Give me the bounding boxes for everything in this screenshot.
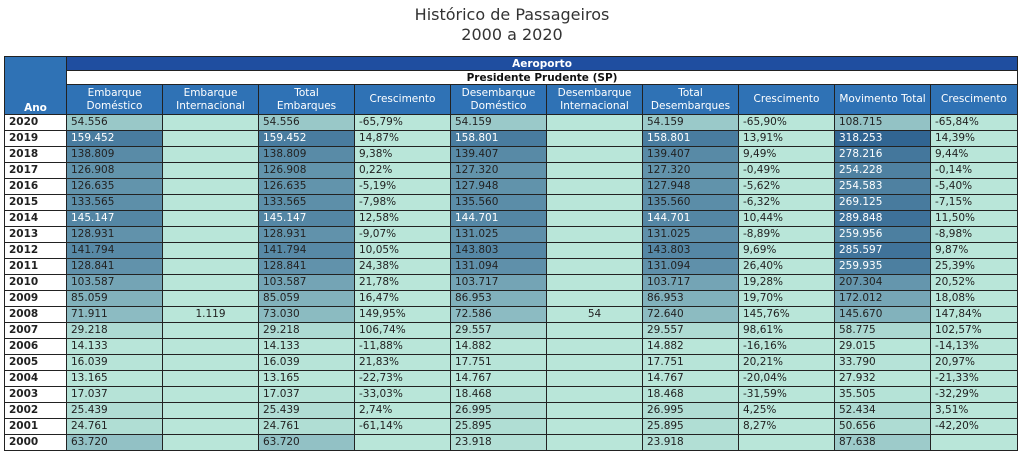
year-cell: 2002 — [5, 403, 67, 419]
year-cell: 2010 — [5, 275, 67, 291]
table-cell: 278.216 — [835, 147, 931, 163]
year-cell: 2019 — [5, 131, 67, 147]
year-cell: 2014 — [5, 211, 67, 227]
table-cell — [355, 435, 451, 451]
table-cell: -7,98% — [355, 195, 451, 211]
year-cell: 2013 — [5, 227, 67, 243]
table-cell: -22,73% — [355, 371, 451, 387]
table-cell — [163, 259, 259, 275]
table-row — [5, 163, 1018, 179]
table-cell: 20,21% — [739, 355, 835, 371]
table-cell: -32,29% — [931, 387, 1018, 403]
year-cell: 2005 — [5, 355, 67, 371]
table-cell: 141.794 — [259, 243, 355, 259]
table-cell: 18,08% — [931, 291, 1018, 307]
year-cell: 2006 — [5, 339, 67, 355]
table-cell: -5,40% — [931, 179, 1018, 195]
year-cell: 2011 — [5, 259, 67, 275]
year-cell: 2009 — [5, 291, 67, 307]
table-cell: 3,51% — [931, 403, 1018, 419]
table-cell — [931, 435, 1018, 451]
chart-title: Histórico de Passageiros — [414, 5, 610, 24]
table-cell: 133.565 — [259, 195, 355, 211]
table-cell: 63.720 — [259, 435, 355, 451]
table-cell: 158.801 — [643, 131, 739, 147]
table-cell: 63.720 — [67, 435, 163, 451]
table-cell — [547, 339, 643, 355]
table-cell: 98,61% — [739, 323, 835, 339]
table-cell: 126.908 — [67, 163, 163, 179]
column-header: Total Embarques — [259, 85, 355, 115]
table-cell: 131.025 — [451, 227, 547, 243]
table-cell: 207.304 — [835, 275, 931, 291]
table-cell: 131.094 — [451, 259, 547, 275]
table-cell: 102,57% — [931, 323, 1018, 339]
year-cell: 2018 — [5, 147, 67, 163]
table-cell — [547, 131, 643, 147]
table-row — [5, 131, 1018, 147]
table-row — [5, 259, 1018, 275]
table-cell: 145.147 — [259, 211, 355, 227]
table-row — [5, 339, 1018, 355]
table-cell: 86.953 — [451, 291, 547, 307]
table-cell: -14,13% — [931, 339, 1018, 355]
table-cell: 29.557 — [643, 323, 739, 339]
table-cell: 10,05% — [355, 243, 451, 259]
column-header: Crescimento — [355, 85, 451, 115]
column-header: Embarque Doméstico — [67, 85, 163, 115]
table-row — [5, 419, 1018, 435]
table-cell: -6,32% — [739, 195, 835, 211]
table-cell: 58.775 — [835, 323, 931, 339]
table-cell: 108.715 — [835, 115, 931, 131]
table-cell: 103.717 — [643, 275, 739, 291]
table-cell: 8,27% — [739, 419, 835, 435]
table-cell: 128.931 — [259, 227, 355, 243]
table-cell — [163, 115, 259, 131]
table-cell: 14.133 — [67, 339, 163, 355]
table-cell: -65,79% — [355, 115, 451, 131]
table-cell: 33.790 — [835, 355, 931, 371]
table-cell: 26.995 — [451, 403, 547, 419]
table-cell — [547, 259, 643, 275]
year-cell: 2001 — [5, 419, 67, 435]
table-cell — [163, 323, 259, 339]
table-cell: 13.165 — [259, 371, 355, 387]
table-cell — [163, 275, 259, 291]
table-cell — [163, 419, 259, 435]
table-cell — [163, 291, 259, 307]
table-cell: 9,69% — [739, 243, 835, 259]
table-cell: 259.935 — [835, 259, 931, 275]
column-header: Total Desembarques — [643, 85, 739, 115]
table-cell: -8,89% — [739, 227, 835, 243]
table-cell: 17.751 — [451, 355, 547, 371]
table-cell: 133.565 — [67, 195, 163, 211]
table-cell: 18.468 — [451, 387, 547, 403]
table-cell — [163, 211, 259, 227]
year-cell: 2020 — [5, 115, 67, 131]
table-cell: 25.895 — [451, 419, 547, 435]
table-cell — [163, 355, 259, 371]
table-row — [5, 387, 1018, 403]
table-cell: 85.059 — [259, 291, 355, 307]
table-cell: 128.931 — [67, 227, 163, 243]
table-cell — [547, 355, 643, 371]
table-cell: 145,76% — [739, 307, 835, 323]
table-cell: 19,28% — [739, 275, 835, 291]
table-cell: 17.751 — [643, 355, 739, 371]
table-cell: 19,70% — [739, 291, 835, 307]
table-cell: 54.159 — [451, 115, 547, 131]
table-cell — [163, 131, 259, 147]
table-cell: 50.656 — [835, 419, 931, 435]
table-cell: 9,49% — [739, 147, 835, 163]
table-cell: 1.119 — [163, 307, 259, 323]
table-cell: 12,58% — [355, 211, 451, 227]
table-cell: 285.597 — [835, 243, 931, 259]
table-cell: 159.452 — [259, 131, 355, 147]
table-cell: 21,78% — [355, 275, 451, 291]
table-cell: 14.882 — [643, 339, 739, 355]
table-cell: 106,74% — [355, 323, 451, 339]
table-cell: -11,88% — [355, 339, 451, 355]
table-cell: 14.133 — [259, 339, 355, 355]
table-cell — [547, 323, 643, 339]
column-header: Crescimento — [931, 85, 1018, 115]
table-cell: 145.670 — [835, 307, 931, 323]
table-cell: -42,20% — [931, 419, 1018, 435]
table-cell: 141.794 — [67, 243, 163, 259]
table-cell: 9,87% — [931, 243, 1018, 259]
table-cell: -31,59% — [739, 387, 835, 403]
table-cell: -8,98% — [931, 227, 1018, 243]
table-cell: -0,14% — [931, 163, 1018, 179]
table-row — [5, 227, 1018, 243]
table-cell: 26,40% — [739, 259, 835, 275]
table-cell: 13,91% — [739, 131, 835, 147]
column-header: Movimento Total — [835, 85, 931, 115]
table-cell: 14,39% — [931, 131, 1018, 147]
table-cell: -65,90% — [739, 115, 835, 131]
table-cell: 16,47% — [355, 291, 451, 307]
airport-header: Presidente Prudente (SP) — [67, 71, 1018, 85]
table-cell — [163, 163, 259, 179]
table-cell: 10,44% — [739, 211, 835, 227]
year-cell: 2012 — [5, 243, 67, 259]
table-cell — [547, 227, 643, 243]
table-cell: -0,49% — [739, 163, 835, 179]
table-cell: 143.803 — [451, 243, 547, 259]
table-cell: 2,74% — [355, 403, 451, 419]
table-cell: 23.918 — [451, 435, 547, 451]
table-cell: 52.434 — [835, 403, 931, 419]
table-cell: 16.039 — [67, 355, 163, 371]
table-cell: 131.094 — [643, 259, 739, 275]
table-cell: 0,22% — [355, 163, 451, 179]
table-cell — [547, 195, 643, 211]
table-cell: 27.932 — [835, 371, 931, 387]
table-cell: 24,38% — [355, 259, 451, 275]
table-cell — [547, 419, 643, 435]
table-cell — [163, 387, 259, 403]
table-cell: 14.767 — [643, 371, 739, 387]
table-cell — [163, 179, 259, 195]
table-cell — [547, 371, 643, 387]
table-cell — [547, 147, 643, 163]
table-cell: -33,03% — [355, 387, 451, 403]
table-cell: 103.717 — [451, 275, 547, 291]
table-cell — [163, 227, 259, 243]
table-row — [5, 195, 1018, 211]
table-cell: 71.911 — [67, 307, 163, 323]
table-cell: 87.638 — [835, 435, 931, 451]
table-cell: 126.908 — [259, 163, 355, 179]
year-cell: 2000 — [5, 435, 67, 451]
column-header: Desembarque Doméstico — [451, 85, 547, 115]
table-cell — [163, 371, 259, 387]
table-cell: 14,87% — [355, 131, 451, 147]
column-header: Desembarque Internacional — [547, 85, 643, 115]
passenger-table — [4, 56, 1018, 451]
table-cell: 4,25% — [739, 403, 835, 419]
table-cell: 73.030 — [259, 307, 355, 323]
table-cell: -65,84% — [931, 115, 1018, 131]
year-cell: 2008 — [5, 307, 67, 323]
table-cell: 54.159 — [643, 115, 739, 131]
table-cell: 9,44% — [931, 147, 1018, 163]
table-cell: 86.953 — [643, 291, 739, 307]
table-cell — [547, 403, 643, 419]
table-cell: 11,50% — [931, 211, 1018, 227]
table-row — [5, 275, 1018, 291]
table-row — [5, 435, 1018, 451]
year-cell: 2004 — [5, 371, 67, 387]
table-cell: 54 — [547, 307, 643, 323]
table-cell — [547, 275, 643, 291]
table-cell — [547, 163, 643, 179]
table-cell: 25,39% — [931, 259, 1018, 275]
table-cell — [547, 179, 643, 195]
table-cell: 20,97% — [931, 355, 1018, 371]
table-cell — [163, 195, 259, 211]
table-cell — [739, 435, 835, 451]
table-cell: 18.468 — [643, 387, 739, 403]
table-cell: 126.635 — [259, 179, 355, 195]
table-cell: 144.701 — [643, 211, 739, 227]
table-cell: 159.452 — [67, 131, 163, 147]
table-cell: 127.320 — [643, 163, 739, 179]
table-cell: 149,95% — [355, 307, 451, 323]
table-cell: -5,62% — [739, 179, 835, 195]
table-cell: 126.635 — [67, 179, 163, 195]
table-cell: 23.918 — [643, 435, 739, 451]
table-cell: 269.125 — [835, 195, 931, 211]
table-cell — [547, 291, 643, 307]
year-cell: 2017 — [5, 163, 67, 179]
table-cell: 17.037 — [67, 387, 163, 403]
table-cell: 103.587 — [259, 275, 355, 291]
table-cell: -61,14% — [355, 419, 451, 435]
table-cell: 24.761 — [259, 419, 355, 435]
table-cell: 289.848 — [835, 211, 931, 227]
table-cell — [547, 435, 643, 451]
table-cell: 172.012 — [835, 291, 931, 307]
table-cell — [163, 339, 259, 355]
table-cell: 128.841 — [259, 259, 355, 275]
table-cell: 103.587 — [67, 275, 163, 291]
table-cell: 138.809 — [259, 147, 355, 163]
table-cell — [547, 211, 643, 227]
table-cell: 139.407 — [451, 147, 547, 163]
table-cell: 16.039 — [259, 355, 355, 371]
table-cell: 138.809 — [67, 147, 163, 163]
table-cell: 145.147 — [67, 211, 163, 227]
table-cell: 25.439 — [259, 403, 355, 419]
table-cell: 24.761 — [67, 419, 163, 435]
table-cell — [163, 147, 259, 163]
table-row — [5, 355, 1018, 371]
table-cell: 127.948 — [643, 179, 739, 195]
table-cell: -5,19% — [355, 179, 451, 195]
table-cell: 259.956 — [835, 227, 931, 243]
table-cell: 54.556 — [259, 115, 355, 131]
table-cell: 131.025 — [643, 227, 739, 243]
table-cell: 17.037 — [259, 387, 355, 403]
table-row — [5, 115, 1018, 131]
table-row — [5, 211, 1018, 227]
table-cell: 135.560 — [451, 195, 547, 211]
table-cell — [547, 243, 643, 259]
table-cell: 54.556 — [67, 115, 163, 131]
table-cell: 14.882 — [451, 339, 547, 355]
table-cell: 9,38% — [355, 147, 451, 163]
column-header: Crescimento — [739, 85, 835, 115]
table-cell: 147,84% — [931, 307, 1018, 323]
table-row — [5, 291, 1018, 307]
table-cell: 25.439 — [67, 403, 163, 419]
table-cell: -20,04% — [739, 371, 835, 387]
table-cell — [163, 243, 259, 259]
table-cell: 26.995 — [643, 403, 739, 419]
table-cell: -9,07% — [355, 227, 451, 243]
table-cell: 139.407 — [643, 147, 739, 163]
table-row — [5, 371, 1018, 387]
table-row — [5, 307, 1018, 323]
column-header: Embarque Internacional — [163, 85, 259, 115]
table-row — [5, 243, 1018, 259]
table-cell: 29.218 — [259, 323, 355, 339]
table-cell: 29.015 — [835, 339, 931, 355]
chart-subtitle: 2000 a 2020 — [461, 25, 563, 44]
table-cell — [547, 387, 643, 403]
table-cell: 25.895 — [643, 419, 739, 435]
group-header: Aeroporto — [67, 57, 1018, 71]
table-cell: 135.560 — [643, 195, 739, 211]
table-cell: -7,15% — [931, 195, 1018, 211]
table-cell: -16,16% — [739, 339, 835, 355]
table-cell: 13.165 — [67, 371, 163, 387]
table-cell: 127.320 — [451, 163, 547, 179]
table-cell: 29.557 — [451, 323, 547, 339]
table-cell: -21,33% — [931, 371, 1018, 387]
table-cell: 21,83% — [355, 355, 451, 371]
year-cell: 2015 — [5, 195, 67, 211]
table-cell: 20,52% — [931, 275, 1018, 291]
table-cell: 72.640 — [643, 307, 739, 323]
table-cell: 143.803 — [643, 243, 739, 259]
table-cell: 158.801 — [451, 131, 547, 147]
table-cell: 144.701 — [451, 211, 547, 227]
year-cell: 2007 — [5, 323, 67, 339]
table-row — [5, 323, 1018, 339]
table-cell: 254.583 — [835, 179, 931, 195]
year-cell: 2003 — [5, 387, 67, 403]
year-column-header: Ano — [5, 57, 67, 115]
table-cell: 128.841 — [67, 259, 163, 275]
table-cell: 14.767 — [451, 371, 547, 387]
table-cell — [163, 435, 259, 451]
table-cell: 35.505 — [835, 387, 931, 403]
table-cell — [163, 403, 259, 419]
year-cell: 2016 — [5, 179, 67, 195]
table-cell — [547, 115, 643, 131]
table-cell: 72.586 — [451, 307, 547, 323]
table-row — [5, 403, 1018, 419]
table-row — [5, 147, 1018, 163]
table-cell: 29.218 — [67, 323, 163, 339]
table-cell: 127.948 — [451, 179, 547, 195]
table-cell: 318.253 — [835, 131, 931, 147]
table-cell: 85.059 — [67, 291, 163, 307]
table-cell: 254.228 — [835, 163, 931, 179]
table-row — [5, 179, 1018, 195]
